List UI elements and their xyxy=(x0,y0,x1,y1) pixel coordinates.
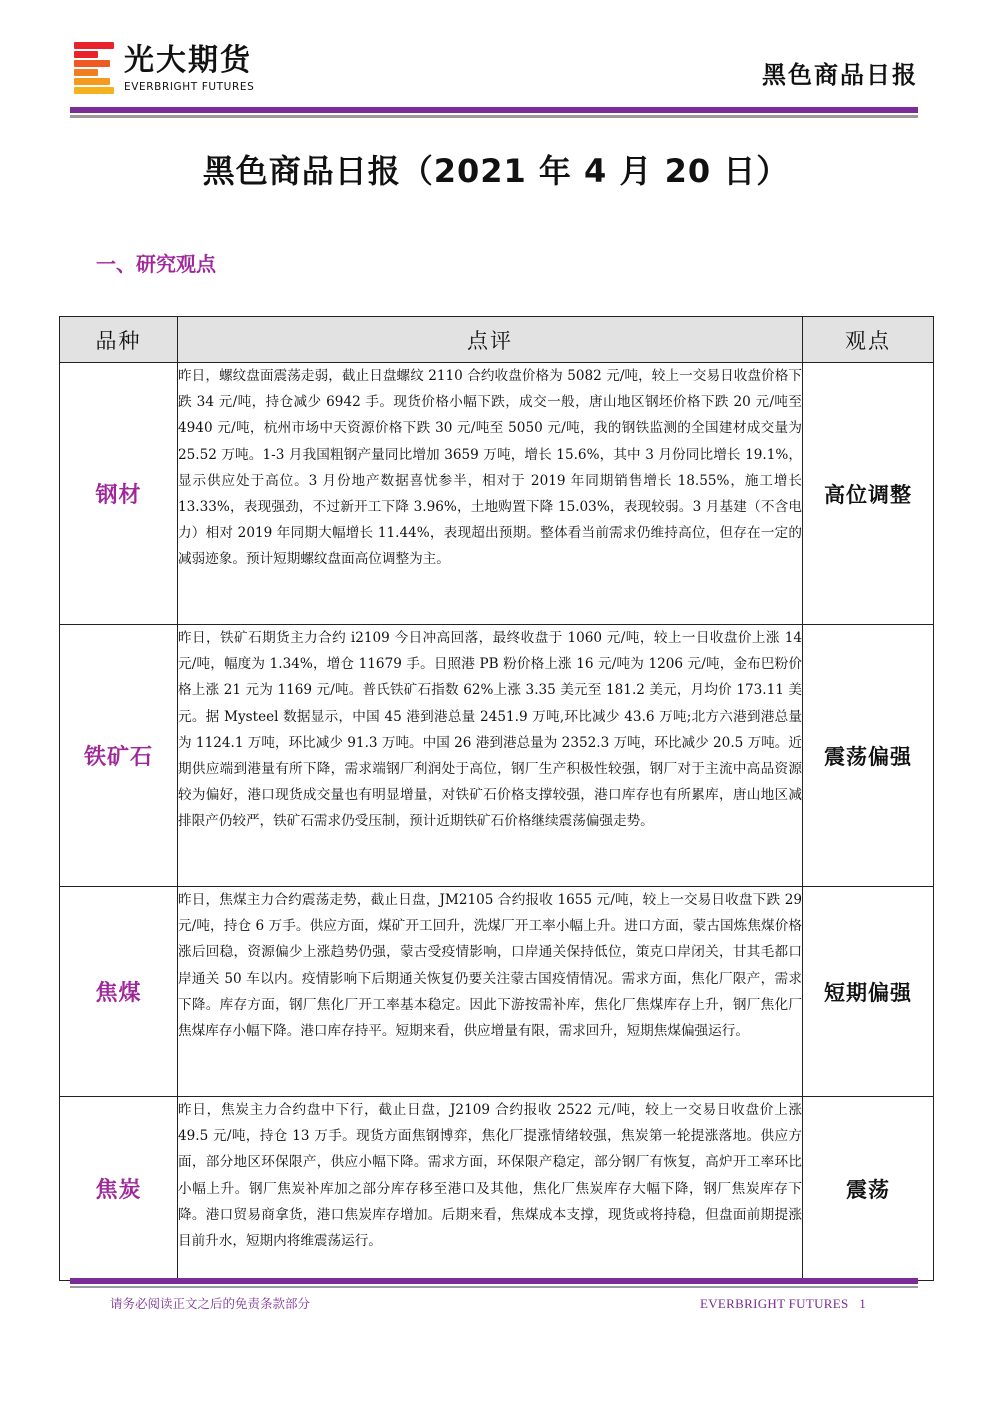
footer-brand: EVERBRIGHT FUTURES xyxy=(699,1296,849,1311)
logo-mark-icon xyxy=(74,42,114,96)
footer-disclaimer: 请务必阅读正文之后的免责条款部分 xyxy=(110,1296,311,1311)
header-divider-shadow xyxy=(70,115,918,118)
view-cell: 震荡偏强 xyxy=(803,625,934,887)
table-row xyxy=(60,625,934,887)
section-heading: 一、研究观点 xyxy=(96,252,216,276)
comment-cell: 昨日，铁矿石期货主力合约 i2109 今日冲高回落，最终收盘于 1060 元/吨，较上一日收盘价上涨 14 元/吨，幅度为 1.34%，增仓 11679 手。日照港 PB 粉价格上涨 16 元/吨为 1206 元/吨，金布巴粉价格上涨 21 元为 1169 元/吨。普氏铁矿石指数 62%上涨 3.35 美元至 181.2 美元，月均价 173.11 美元。据 Mysteel 数据显示，中国 45 港到港总量 2451.9 万吨,环比减少 43.6 万吨;北方六港到港总量为 1124.1 万吨，环比减少 91.3 万吨。中国 26 港到港总量为 2352.3 万吨，环比减少 20.5 万吨。近期供应端到港量有所下降，需求端钢厂利润处于高位，钢厂生产积极性较强，钢厂对于主流中高品资源较为偏好，港口现货成交量也有明显增量，对铁矿石价格支撑较强，港口库存也有所累库，唐山地区减排限产仍较严，铁矿石需求仍受压制，预计近期铁矿石价格继续震荡偏强走势。 xyxy=(178,625,803,887)
footer-divider-shadow xyxy=(70,1286,918,1288)
column-header-variety: 品种 xyxy=(60,317,178,363)
variety-cell: 铁矿石 xyxy=(60,625,178,887)
variety-cell: 焦煤 xyxy=(60,887,178,1097)
company-logo xyxy=(74,42,284,98)
view-cell: 短期偏强 xyxy=(803,887,934,1097)
footer-divider xyxy=(70,1278,918,1284)
table-header-row xyxy=(60,317,934,363)
variety-cell: 焦炭 xyxy=(60,1097,178,1281)
comment-cell: 昨日，焦煤主力合约震荡走势，截止日盘，JM2105 合约报收 1655 元/吨，较上一交易日收盘下跌 29 元/吨，持仓 6 万手。供应方面，煤矿开工回升，洗煤厂开工率小幅上升。进口方面，蒙古国炼焦煤价格涨后回稳，资源偏少上涨趋势仍强，蒙古受疫情影响，口岸通关保持低位，策克口岸闭关，甘其毛都口岸通关 50 车以内。疫情影响下后期通关恢复仍要关注蒙古国疫情情况。需求方面，焦化厂限产，需求下降。库存方面，钢厂焦化厂开工率基本稳定。因此下游按需补库，焦化厂焦煤库存上升，钢厂焦化厂焦煤库存小幅下降。港口库存持平。短期来看，供应增量有限，需求回升，短期焦煤偏强运行。 xyxy=(178,887,803,1097)
view-cell: 高位调整 xyxy=(803,363,934,625)
header-divider xyxy=(70,107,918,113)
variety-cell: 钢材 xyxy=(60,363,178,625)
comment-cell: 昨日，螺纹盘面震荡走弱，截止日盘螺纹 2110 合约收盘价格为 5082 元/吨，较上一交易日收盘价格下跌 34 元/吨，持仓减少 6942 手。现货价格小幅下跌，成交一般，唐山地区钢坯价格下跌 20 元/吨至 4940 元/吨，杭州市场中天资源价格下跌 30 元/吨至 5050 元/吨，我的钢铁监测的全国建材成交量为 25.52 万吨。1-3 月我国粗钢产量同比增加 3659 万吨，增长 15.6%，其中 3 月份同比增长 19.1%，显示供应处于高位。3 月份地产数据喜忧参半，相对于 2019 年同期销售增长 18.55%，施工增长 13.33%，表现强劲，不过新开工下降 3.96%，土地购置下降 15.03%，表现较弱。3 月基建（不含电力）相对 2019 年同期大幅增长 11.44%，表现超出预期。整体看当前需求仍维持高位，但存在一定的减弱迹象。预计短期螺纹盘面高位调整为主。 xyxy=(178,363,803,625)
table-row xyxy=(60,1097,934,1281)
page-number: 1 xyxy=(859,1296,866,1311)
document-title: 黑色商品日报（2021 年 4 月 20 日） xyxy=(202,152,790,190)
footer-brand-page xyxy=(700,1295,866,1313)
report-name: 黑色商品日报 xyxy=(762,61,918,89)
comment-cell: 昨日，焦炭主力合约盘中下行，截止日盘，J2109 合约报收 2522 元/吨，较上一交易日收盘价上涨 49.5 元/吨，持仓 13 万手。现货方面焦钢博弈，焦化厂提涨情绪较强，焦炭第一轮提涨落地。供应方面，部分地区环保限产，供应小幅下降。需求方面，环保限产稳定，部分钢厂有恢复，高炉开工率环比小幅上升。钢厂焦炭补库加之部分库存移至港口及其他，焦化厂焦炭库存大幅下降，钢厂焦炭库存下降。港口贸易商拿货，港口焦炭库存增加。后期来看，焦煤成本支撑，现货或将持稳，但盘面前期提涨目前升水，短期内将维震荡运行。 xyxy=(178,1097,803,1281)
column-header-view: 观点 xyxy=(803,317,934,363)
column-header-comment: 点评 xyxy=(178,317,803,363)
view-cell: 震荡 xyxy=(803,1097,934,1281)
table-row xyxy=(60,363,934,625)
logo-chinese-name: 光大期货 xyxy=(124,43,252,78)
research-view-table xyxy=(59,316,934,1281)
table-row xyxy=(60,887,934,1097)
logo-english-name: EVERBRIGHT FUTURES xyxy=(124,81,255,93)
